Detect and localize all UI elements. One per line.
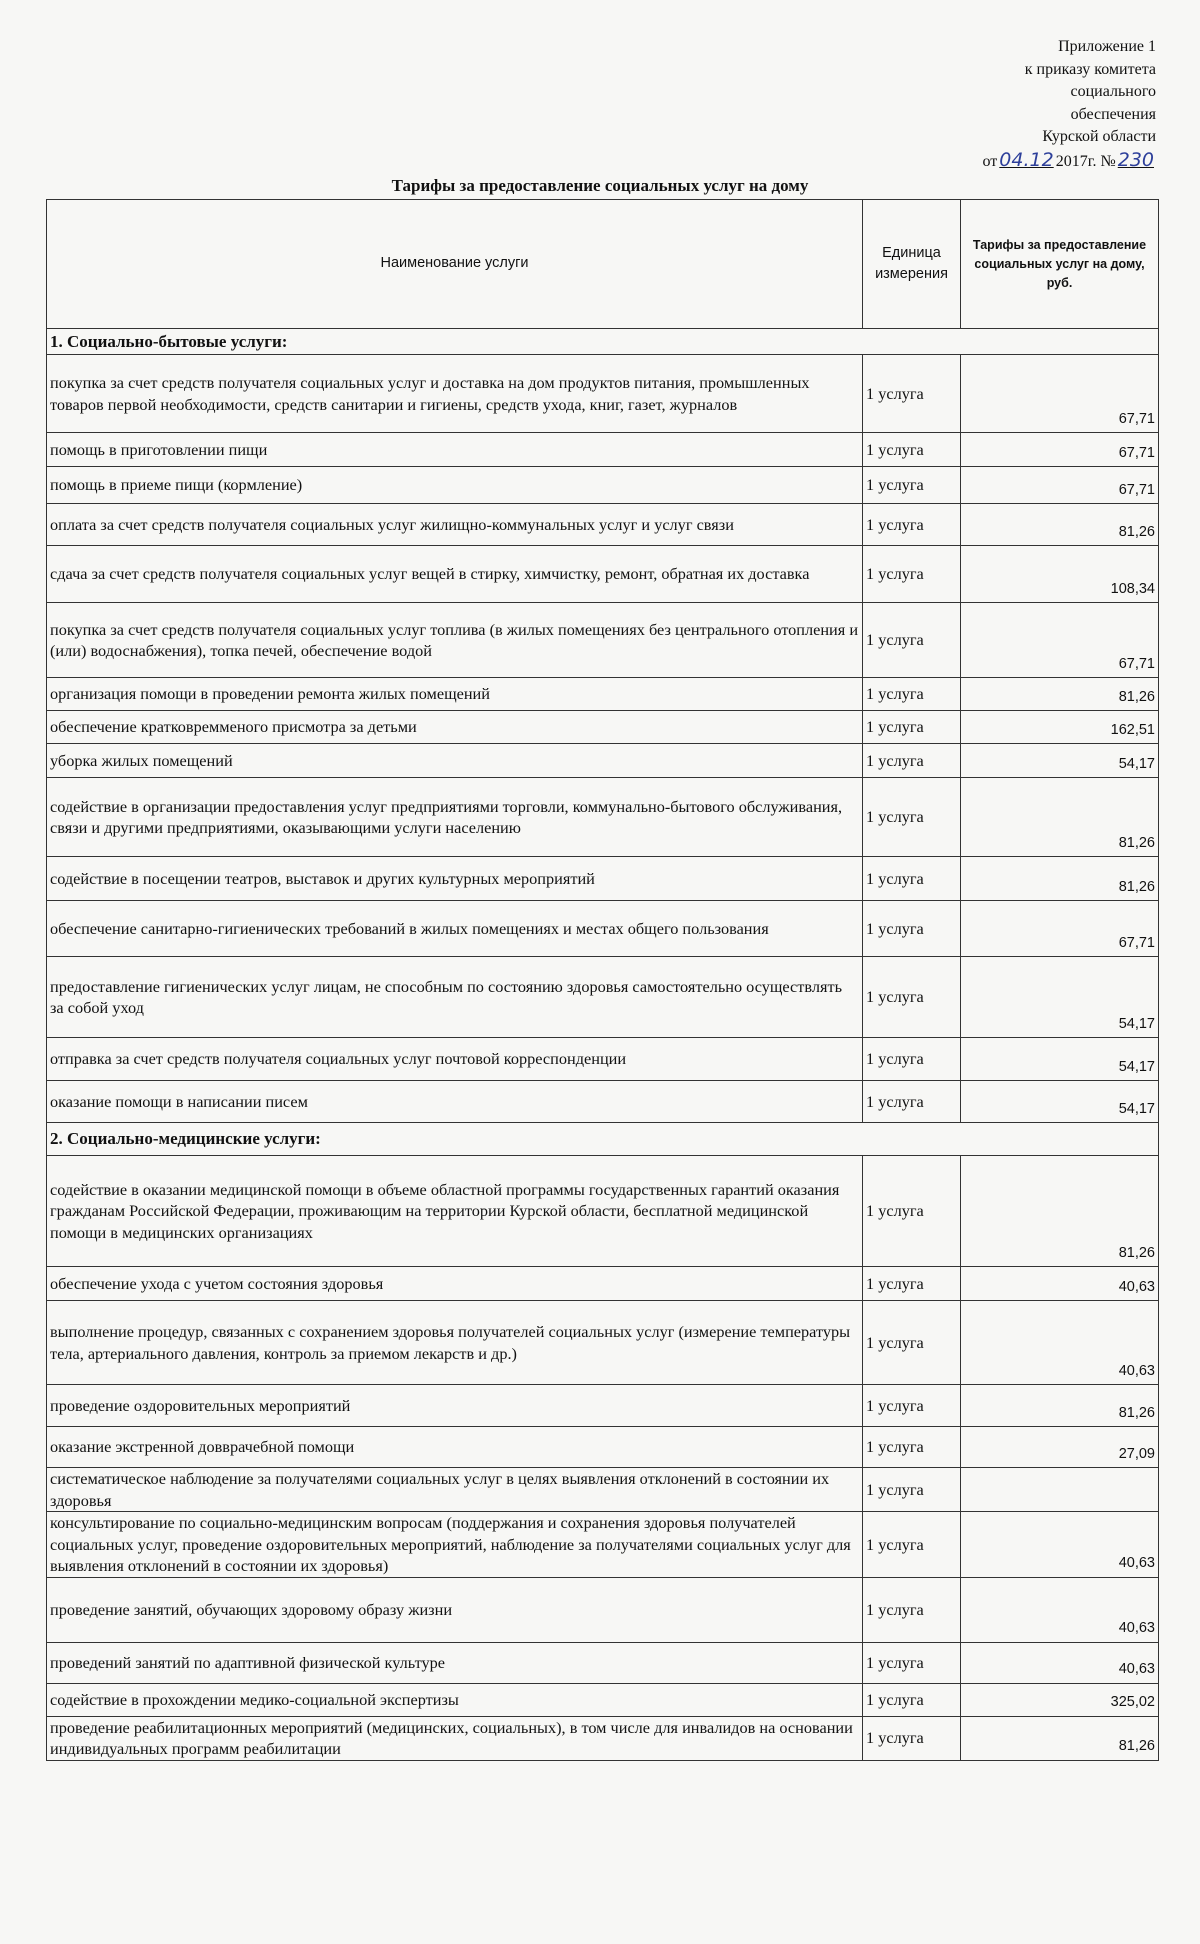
service-name-cell: обеспечение кратковремменого присмотра за детьми [47, 711, 863, 744]
table-row [47, 1716, 1159, 1760]
tariff-value-cell: 54,17 [961, 1081, 1159, 1123]
tariff-value-cell: 54,17 [961, 957, 1159, 1038]
unit-cell: 1 услуга [863, 901, 961, 957]
service-name-cell: помощь в приеме пищи (кормление) [47, 467, 863, 504]
tariff-value-cell [961, 1468, 1159, 1512]
document-title: Тарифы за предоставление социальных услуг на дому [391, 176, 809, 195]
service-name-cell: систематическое наблюдение за получателями социальных услуг в целях выявления отклонений в состоянии их здоровья [47, 1468, 863, 1512]
appendix-block [983, 36, 1156, 173]
service-name-cell: проведение занятий, обучающих здоровому образу жизни [47, 1577, 863, 1642]
table-row [47, 467, 1159, 504]
service-name-cell: обеспечение ухода с учетом состояния здоровья [47, 1267, 863, 1301]
table-row [47, 857, 1159, 901]
date-year: 2017г. № [1055, 152, 1116, 170]
service-name-cell: помощь в приготовлении пищи [47, 433, 863, 467]
tariff-value-cell: 81,26 [961, 678, 1159, 711]
unit-cell: 1 услуга [863, 1267, 961, 1301]
unit-cell: 1 услуга [863, 603, 961, 678]
service-name-cell: оказание экстренной довврачебной помощи [47, 1427, 863, 1468]
unit-cell: 1 услуга [863, 467, 961, 504]
service-name-cell: оплата за счет средств получателя социальных услуг жилищно-коммунальных услуг и услуг связи [47, 504, 863, 546]
unit-cell: 1 услуга [863, 433, 961, 467]
tariff-value-cell: 40,63 [961, 1577, 1159, 1642]
table-row [47, 1081, 1159, 1123]
tariff-value-cell: 81,26 [961, 504, 1159, 546]
tariff-value-cell: 40,63 [961, 1512, 1159, 1578]
unit-cell: 1 услуга [863, 1301, 961, 1385]
table-row [47, 433, 1159, 467]
tariff-value-cell: 67,71 [961, 467, 1159, 504]
service-name-cell: выполнение процедур, связанных с сохранением здоровья получателей социальных услуг (измерение температуры тела, артериального давления, контроль за приемом лекарств и др.) [47, 1301, 863, 1385]
service-name-cell: проведение оздоровительных мероприятий [47, 1385, 863, 1427]
table-row [47, 778, 1159, 857]
tariff-value-cell: 81,26 [961, 1156, 1159, 1267]
appendix-line: Приложение 1 [1058, 38, 1156, 55]
tariff-value-cell: 325,02 [961, 1683, 1159, 1716]
tariff-value-cell: 81,26 [961, 857, 1159, 901]
unit-cell: 1 услуга [863, 1577, 961, 1642]
tariff-value-cell: 40,63 [961, 1267, 1159, 1301]
table-row [47, 1301, 1159, 1385]
tariff-value-cell: 40,63 [961, 1301, 1159, 1385]
handwritten-number: 230 [1117, 148, 1154, 171]
header-tariff: Тарифы за предоставление социальных услуг на дому, руб. [961, 200, 1159, 329]
service-name-cell: сдача за счет средств получателя социальных услуг вещей в стирку, химчистку, ремонт, обратная их доставка [47, 546, 863, 603]
table-row [47, 1385, 1159, 1427]
table-row [47, 744, 1159, 778]
table-row [47, 1468, 1159, 1512]
unit-cell: 1 услуга [863, 1468, 961, 1512]
table-row [47, 546, 1159, 603]
unit-cell: 1 услуга [863, 1156, 961, 1267]
handwritten-date: 04.12 [999, 148, 1054, 171]
tariff-value-cell: 162,51 [961, 711, 1159, 744]
section-row [47, 329, 1159, 355]
unit-cell: 1 услуга [863, 1081, 961, 1123]
service-name-cell: содействие в организации предоставления услуг предприятиями торговли, коммунально-бытового обслуживания, связи и другими предприятиями, оказывающими услуги населению [47, 778, 863, 857]
tariff-value-cell: 67,71 [961, 603, 1159, 678]
tariff-value-cell: 27,09 [961, 1427, 1159, 1468]
unit-cell: 1 услуга [863, 1512, 961, 1578]
unit-cell: 1 услуга [863, 355, 961, 433]
unit-cell: 1 услуга [863, 778, 961, 857]
tariff-value-cell: 54,17 [961, 1038, 1159, 1081]
table-row [47, 957, 1159, 1038]
table-row [47, 603, 1159, 678]
unit-cell: 1 услуга [863, 1385, 961, 1427]
section-heading: 2. Социально-медицинские услуги: [47, 1123, 1159, 1156]
header-service-name: Наименование услуги [47, 200, 863, 329]
unit-cell: 1 услуга [863, 678, 961, 711]
unit-cell: 1 услуга [863, 1642, 961, 1683]
section-row [47, 1123, 1159, 1156]
table-row [47, 1156, 1159, 1267]
table-row [47, 1427, 1159, 1468]
unit-cell: 1 услуга [863, 504, 961, 546]
tariff-value-cell: 54,17 [961, 744, 1159, 778]
service-name-cell: оказание помощи в написании писем [47, 1081, 863, 1123]
appendix-line: к приказу комитета [1024, 60, 1156, 78]
tariff-value-cell: 81,26 [961, 1385, 1159, 1427]
appendix-line: Курской области [1042, 128, 1156, 145]
unit-cell: 1 услуга [863, 1038, 961, 1081]
unit-cell: 1 услуга [863, 546, 961, 603]
table-row [47, 1577, 1159, 1642]
tariff-value-cell: 40,63 [961, 1642, 1159, 1683]
date-prefix: от [982, 152, 998, 170]
tariff-value-cell: 108,34 [961, 546, 1159, 603]
tariff-value-cell: 67,71 [961, 901, 1159, 957]
header-row [47, 200, 1159, 329]
service-name-cell: обеспечение санитарно-гигиенических требований в жилых помещениях и местах общего пользования [47, 901, 863, 957]
appendix-date-line [983, 149, 1156, 174]
table-row [47, 711, 1159, 744]
header-unit: Единица измерения [863, 200, 961, 329]
service-name-cell: содействие в оказании медицинской помощи в объеме областной программы государственных гарантий оказания гражданам Российской Федерации, проживающим на территории Курской области, бесплатной медицинской помощи в медицинских организациях [47, 1156, 863, 1267]
tariff-value-cell: 67,71 [961, 355, 1159, 433]
table-row [47, 355, 1159, 433]
service-name-cell: отправка за счет средств получателя социальных услуг почтовой корреспонденции [47, 1038, 863, 1081]
table-row [47, 504, 1159, 546]
table-row [47, 1512, 1159, 1578]
tariff-value-cell: 81,26 [961, 778, 1159, 857]
unit-cell: 1 услуга [863, 1427, 961, 1468]
table-row [47, 1038, 1159, 1081]
unit-cell: 1 услуга [863, 1716, 961, 1760]
service-name-cell: уборка жилых помещений [47, 744, 863, 778]
service-name-cell: организация помощи в проведении ремонта жилых помещений [47, 678, 863, 711]
tariff-table [46, 199, 1159, 1761]
unit-cell: 1 услуга [863, 744, 961, 778]
service-name-cell: покупка за счет средств получателя социальных услуг топлива (в жилых помещениях без центрального отопления и (или) водоснабжения), топка печей, обеспечение водой [47, 603, 863, 678]
table-row [47, 1642, 1159, 1683]
service-name-cell: проведение реабилитационных мероприятий (медицинских, социальных), в том числе для инвалидов на основании индивидуальных программ реабилитации [47, 1716, 863, 1760]
service-name-cell: покупка за счет средств получателя социальных услуг и доставка на дом продуктов питания, промышленных товаров первой необходимости, средств санитарии и гигиены, средств ухода, книг, газет, журналов [47, 355, 863, 433]
unit-cell: 1 услуга [863, 1683, 961, 1716]
table-row [47, 1267, 1159, 1301]
table-body [47, 329, 1159, 1761]
tariff-value-cell: 81,26 [961, 1716, 1159, 1760]
table-row [47, 901, 1159, 957]
section-heading: 1. Социально-бытовые услуги: [47, 329, 1159, 355]
appendix-line: обеспечения [1070, 105, 1156, 123]
service-name-cell: содействие в посещении театров, выставок и других культурных мероприятий [47, 857, 863, 901]
service-name-cell: содействие в прохождении медико-социальной экспертизы [47, 1683, 863, 1716]
tariff-value-cell: 67,71 [961, 433, 1159, 467]
table-row [47, 678, 1159, 711]
unit-cell: 1 услуга [863, 857, 961, 901]
unit-cell: 1 услуга [863, 711, 961, 744]
service-name-cell: предоставление гигиенических услуг лицам, не способным по состоянию здоровья самостоятельно осуществлять за собой уход [47, 957, 863, 1038]
table-row [47, 1683, 1159, 1716]
appendix-line: социального [1070, 83, 1156, 100]
service-name-cell: проведений занятий по адаптивной физической культуре [47, 1642, 863, 1683]
unit-cell: 1 услуга [863, 957, 961, 1038]
service-name-cell: консультирование по социально-медицинским вопросам (поддержания и сохранения здоровья получателей социальных услуг, проведение оздоровительных мероприятий, наблюдение за получателями социальных услуг для выявления отклонений в состоянии их здоровья) [47, 1512, 863, 1578]
